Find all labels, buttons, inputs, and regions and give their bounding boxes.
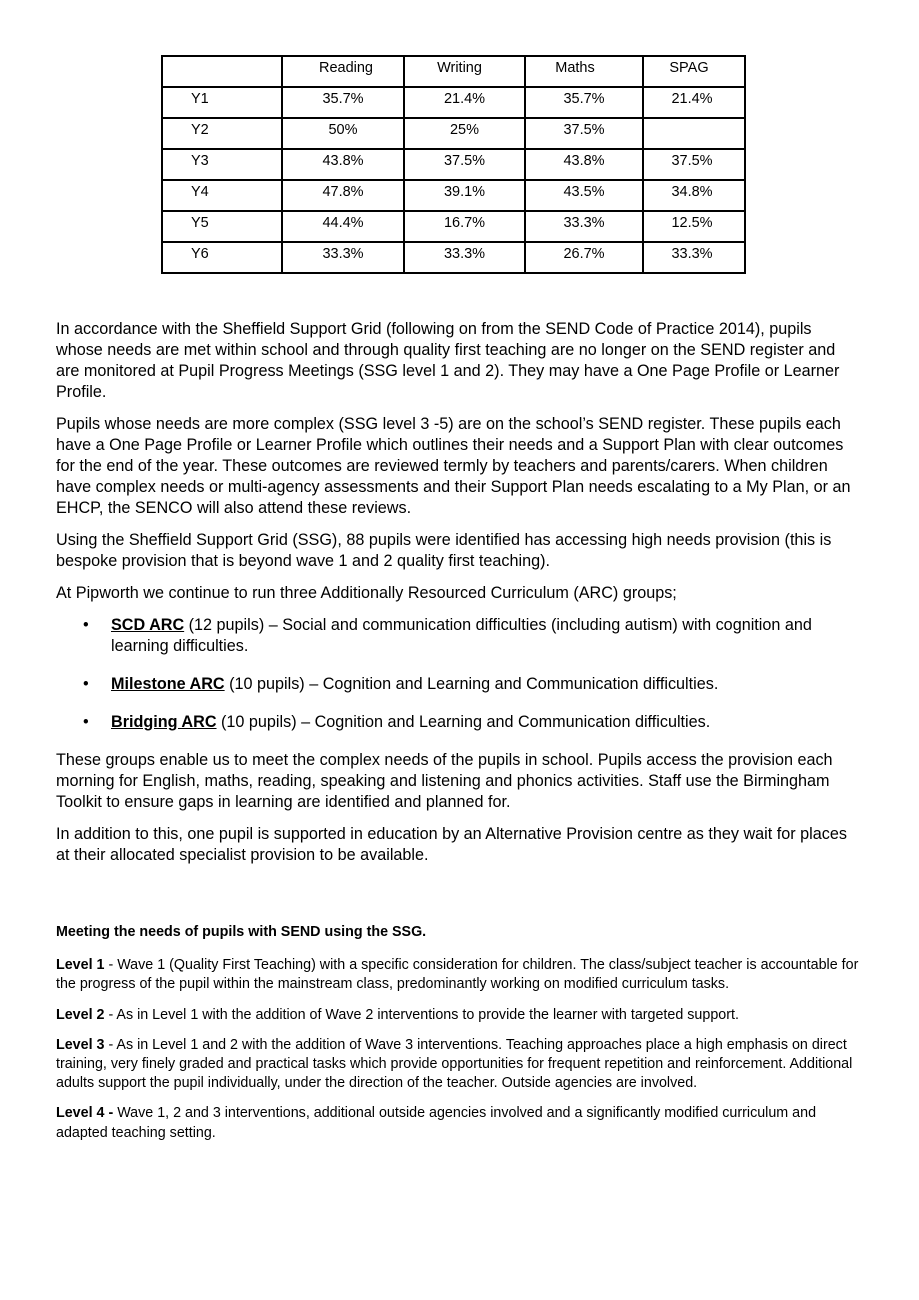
paragraph-send-register: Pupils whose needs are more complex (SSG level 3 -5) are on the school’s SEND register. These pupils each have a One Page Profile or Learner Profile which outlines their needs and a Support Plan with clear outcomes for the end of the year. These outcomes are reviewed termly by teachers and parents/carers. When children have complex needs or multi-agency assessments and their Support Plan needs escalating to a My Plan, or an EHCP, the SENCO will also attend these reviews.	[56, 415, 851, 517]
table-cell: 43.8%	[525, 149, 643, 180]
level-item	[56, 1036, 862, 1094]
table-cell: 12.5%	[643, 211, 745, 242]
row-label: Y4	[162, 180, 282, 211]
level-separator: -	[104, 957, 118, 974]
arc-name: Milestone ARC	[111, 675, 225, 693]
table-cell: 47.8%	[282, 180, 404, 211]
arc-name: SCD ARC	[111, 616, 185, 634]
list-item	[56, 615, 862, 657]
list-item	[56, 674, 862, 695]
level-separator: -	[104, 1036, 117, 1053]
table-cell: 37.5%	[525, 118, 643, 149]
level-item	[56, 956, 862, 994]
list-item	[56, 712, 862, 733]
arc-groups-list	[56, 615, 862, 733]
table-cell	[643, 118, 745, 149]
table-cell: 44.4%	[282, 211, 404, 242]
table-cell: 35.7%	[525, 87, 643, 118]
table-header-cell	[162, 56, 282, 87]
level-label: Level 1	[56, 957, 105, 974]
paragraph-alternative-provision: In addition to this, one pupil is supported in education by an Alternative Provision centre as they wait for places at their allocated specialist provision to be available.	[56, 825, 847, 864]
level-separator: -	[104, 1006, 117, 1023]
table-row	[162, 118, 745, 149]
row-label: Y5	[162, 211, 282, 242]
table-cell: 34.8%	[643, 180, 745, 211]
table-cell: 37.5%	[643, 149, 745, 180]
table-header-row	[162, 56, 745, 87]
paragraph-ssg-intro: In accordance with the Sheffield Support Grid (following on from the SEND Code of Practice 2014), pupils whose needs are met within school and through quality first teaching are no longer on the SEND register and are monitored at Pupil Progress Meetings (SSG level 1 and 2). They may have a One Page Profile or Learner Profile.	[56, 320, 840, 401]
level-item	[56, 1104, 862, 1142]
table-header-cell: Maths	[525, 56, 643, 87]
table-cell: 21.4%	[643, 87, 745, 118]
table-header-cell: Reading	[282, 56, 404, 87]
arc-description: (10 pupils) – Cognition and Learning and Communication difficulties.	[224, 675, 719, 693]
level-text: As in Level 1 with the addition of Wave 2 interventions to provide the learner with targeted support.	[116, 1006, 739, 1023]
body-text	[56, 319, 862, 877]
attainment-table	[161, 55, 746, 274]
row-label: Y1	[162, 87, 282, 118]
arc-name: Bridging ARC	[111, 713, 217, 731]
row-label: Y3	[162, 149, 282, 180]
level-label: Level 2	[56, 1006, 105, 1023]
row-label: Y6	[162, 242, 282, 273]
ssg-levels-section	[56, 923, 862, 1154]
table-row	[162, 149, 745, 180]
row-label: Y2	[162, 118, 282, 149]
table-cell: 25%	[404, 118, 525, 149]
arc-description: (10 pupils) – Cognition and Learning and Communication difficulties.	[216, 713, 711, 731]
table-cell: 33.3%	[282, 242, 404, 273]
paragraph-groups-needs: These groups enable us to meet the complex needs of the pupils in school. Pupils access the provision each morning for English, maths, reading, speaking and listening and phonics activities. Staff use the Birmingham Toolkit to ensure gaps in learning are identified and planned for.	[56, 751, 833, 811]
level-label: Level 4 -	[56, 1105, 114, 1122]
level-text: Wave 1, 2 and 3 interventions, additional outside agencies involved and a significantly modified curriculum and adapted teaching setting.	[56, 1105, 817, 1141]
table-cell: 35.7%	[282, 87, 404, 118]
level-text: Wave 1 (Quality First Teaching) with a specific consideration for children. The class/subject teacher is accountable for the progress of the pupil within the mainstream class, predominantly working on modified curriculum tasks.	[56, 957, 859, 993]
table-row	[162, 180, 745, 211]
paragraph-arc-intro: At Pipworth we continue to run three Additionally Resourced Curriculum (ARC) groups;	[56, 584, 677, 602]
table-row	[162, 242, 745, 273]
table-row	[162, 87, 745, 118]
table-header-cell: SPAG	[643, 56, 745, 87]
table-cell: 43.5%	[525, 180, 643, 211]
table-cell: 26.7%	[525, 242, 643, 273]
bullet-icon: •	[83, 713, 89, 731]
table-cell: 33.3%	[643, 242, 745, 273]
bullet-icon: •	[83, 616, 89, 634]
table-cell: 37.5%	[404, 149, 525, 180]
table-cell: 50%	[282, 118, 404, 149]
bullet-icon: •	[83, 675, 89, 693]
table-cell: 39.1%	[404, 180, 525, 211]
table-cell: 33.3%	[404, 242, 525, 273]
table-header-cell: Writing	[404, 56, 525, 87]
table-cell: 43.8%	[282, 149, 404, 180]
table-row	[162, 211, 745, 242]
arc-description: (12 pupils) – Social and communication difficulties (including autism) with cognition and learning difficulties.	[111, 616, 812, 655]
table-cell: 21.4%	[404, 87, 525, 118]
level-label: Level 3	[56, 1036, 105, 1053]
table-cell: 33.3%	[525, 211, 643, 242]
section-heading: Meeting the needs of pupils with SEND using the SSG.	[56, 924, 427, 940]
level-item	[56, 1006, 862, 1025]
table-cell: 16.7%	[404, 211, 525, 242]
level-text: As in Level 1 and 2 with the addition of Wave 3 interventions. Teaching approaches place a high emphasis on direct training, very finely graded and practical tasks which provide opportunities for frequent repetition and reinforcement. Additional adults support the pupil individually, under the direction of the teacher. Outside agencies are involved.	[56, 1036, 853, 1092]
paragraph-high-needs: Using the Sheffield Support Grid (SSG), 88 pupils were identified has accessing high needs provision (this is bespoke provision that is beyond wave 1 and 2 quality first teaching).	[56, 531, 832, 570]
